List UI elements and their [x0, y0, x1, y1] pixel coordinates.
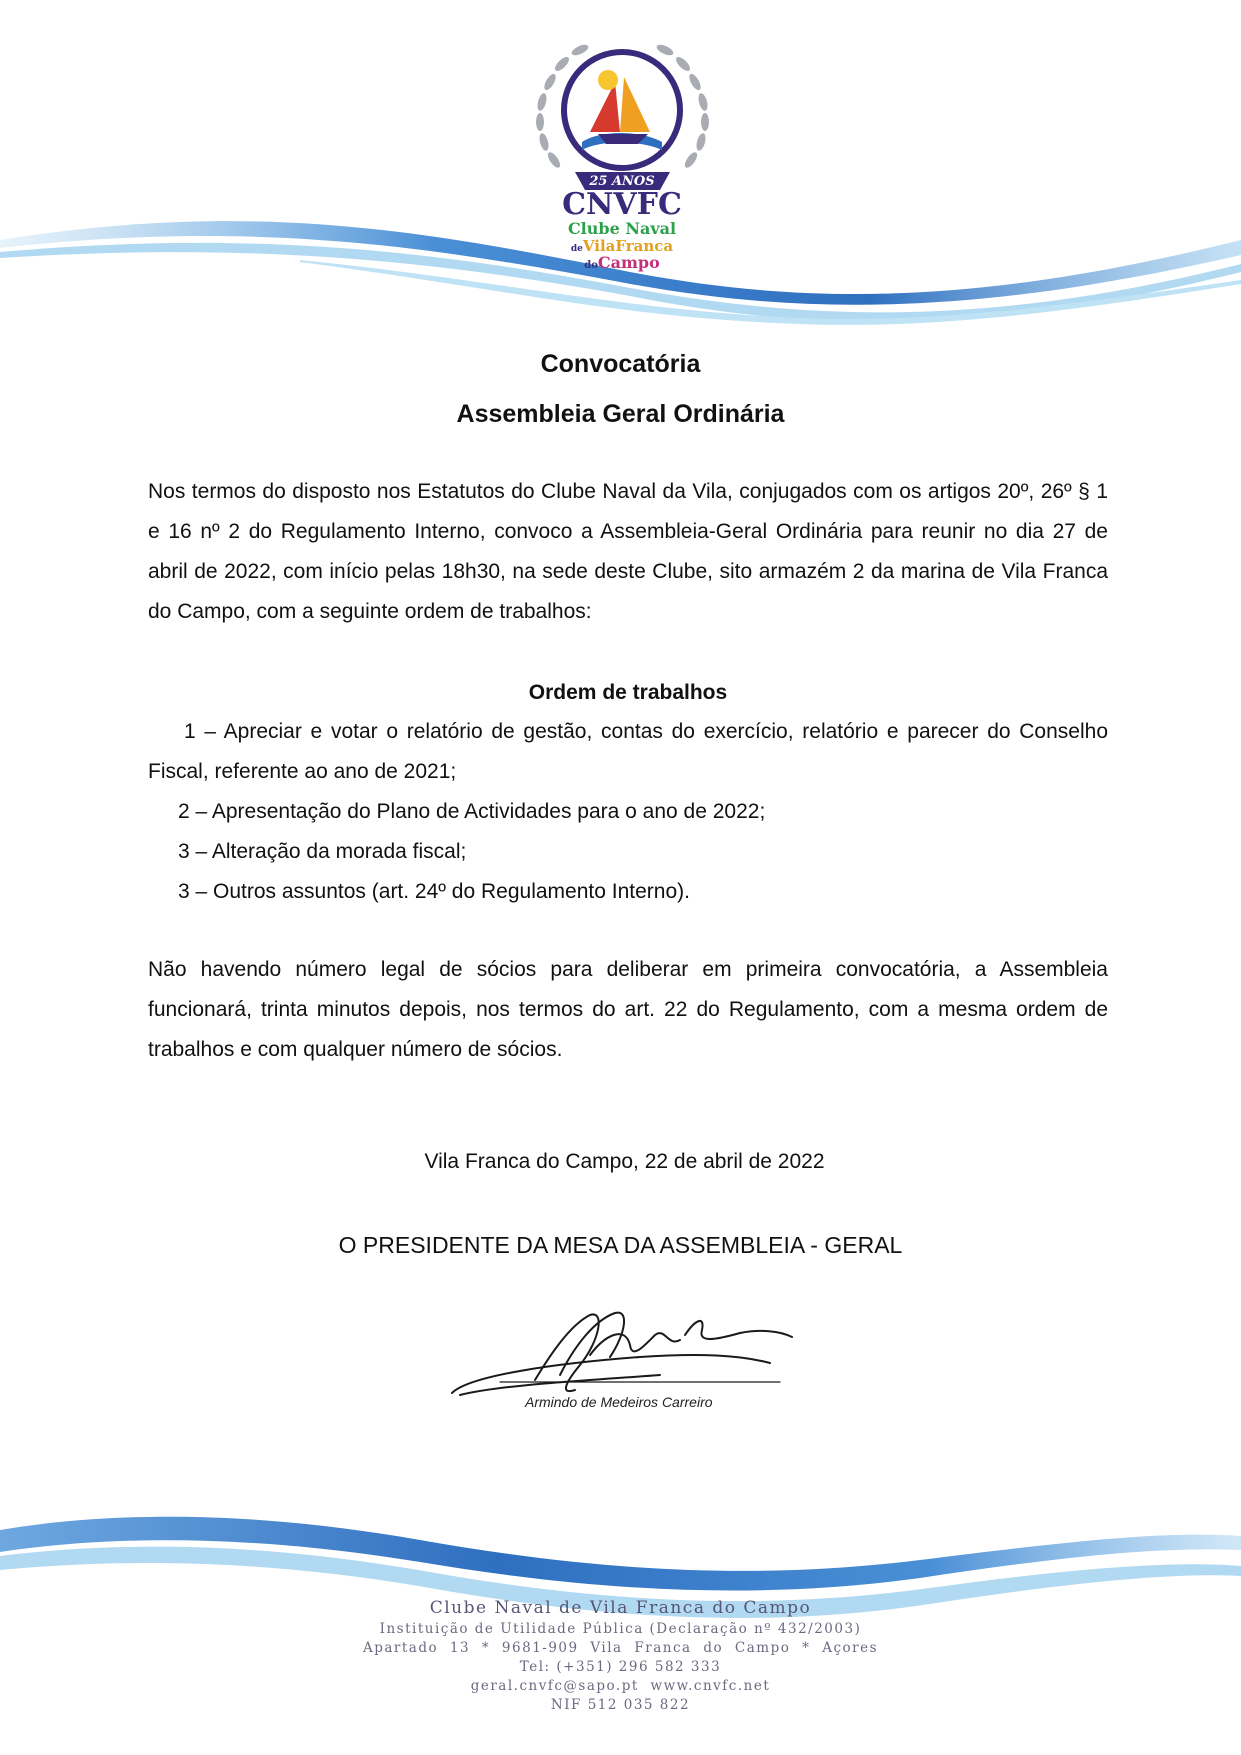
- logo-line2: deVilaFranca: [570, 237, 674, 255]
- signatory-title: O PRESIDENTE DA MESA DA ASSEMBLEIA - GERAL: [338, 1232, 903, 1258]
- footer-contacts: geral.cnvfc@sapo.pt www.cnvfc.net: [470, 1678, 771, 1694]
- agenda-item: 1 – Apreciar e votar o relatório de gestão, contas do exercício, relatório e parecer do Conselho Fiscal, referente ao ano de 2021;: [148, 720, 1108, 783]
- place-date: Vila Franca do Campo, 22 de abril de 2022: [424, 1150, 825, 1173]
- footer-wave: [0, 1500, 1241, 1640]
- logo-line1: Clube Naval: [567, 219, 677, 238]
- footer-nif: NIF 512 035 822: [550, 1697, 691, 1713]
- logo-line3: doCampo: [584, 253, 660, 272]
- signatory-name: Armindo de Medeiros Carreiro: [525, 1394, 713, 1410]
- logo-anniversary: 25 ANOS: [589, 174, 655, 189]
- club-logo: [520, 22, 725, 272]
- document-title: Convocatória: [540, 350, 701, 378]
- document-subtitle: Assembleia Geral Ordinária: [456, 400, 785, 428]
- closing-paragraph: Não havendo número legal de sócios para deliberar em primeira convocatória, a Assembleia funcionará, trinta minutos depois, nos termos do art. 22 do Regulamento, com a mesma ordem de trabalhos e com qualquer número de sócios.: [148, 958, 1108, 1061]
- agenda-item: 3 – Outros assuntos (art. 24º do Regulamento Interno).: [178, 880, 690, 903]
- footer-status: Instituição de Utilidade Pública (Declaração nº 432/2003): [379, 1621, 862, 1637]
- footer-address: Apartado 13 * 9681-909 Vila Franca do Campo * Açores: [362, 1640, 879, 1656]
- footer-org: Clube Naval de Vila Franca do Campo: [429, 1598, 812, 1618]
- agenda-item: 3 – Alteração da morada fiscal;: [178, 840, 467, 863]
- agenda-heading: Ordem de trabalhos: [528, 681, 728, 704]
- footer-phone: Tel: (+351) 296 582 333: [519, 1659, 722, 1675]
- intro-paragraph: Nos termos do disposto nos Estatutos do Clube Naval da Vila, conjugados com os artigos 20º, 26º § 1 e 16 nº 2 do Regulamento Interno, convoco a Assembleia-Geral Ordinária para reunir no dia 27 de abril de 2022, com início pelas 18h30, na sede deste Clube, sito armazém 2 da marina de Vila Franca do Campo, com a seguinte ordem de trabalhos:: [148, 480, 1108, 623]
- agenda-item: 2 – Apresentação do Plano de Actividades para o ano de 2022;: [178, 800, 766, 823]
- logo-monogram: CNVFC: [562, 187, 682, 222]
